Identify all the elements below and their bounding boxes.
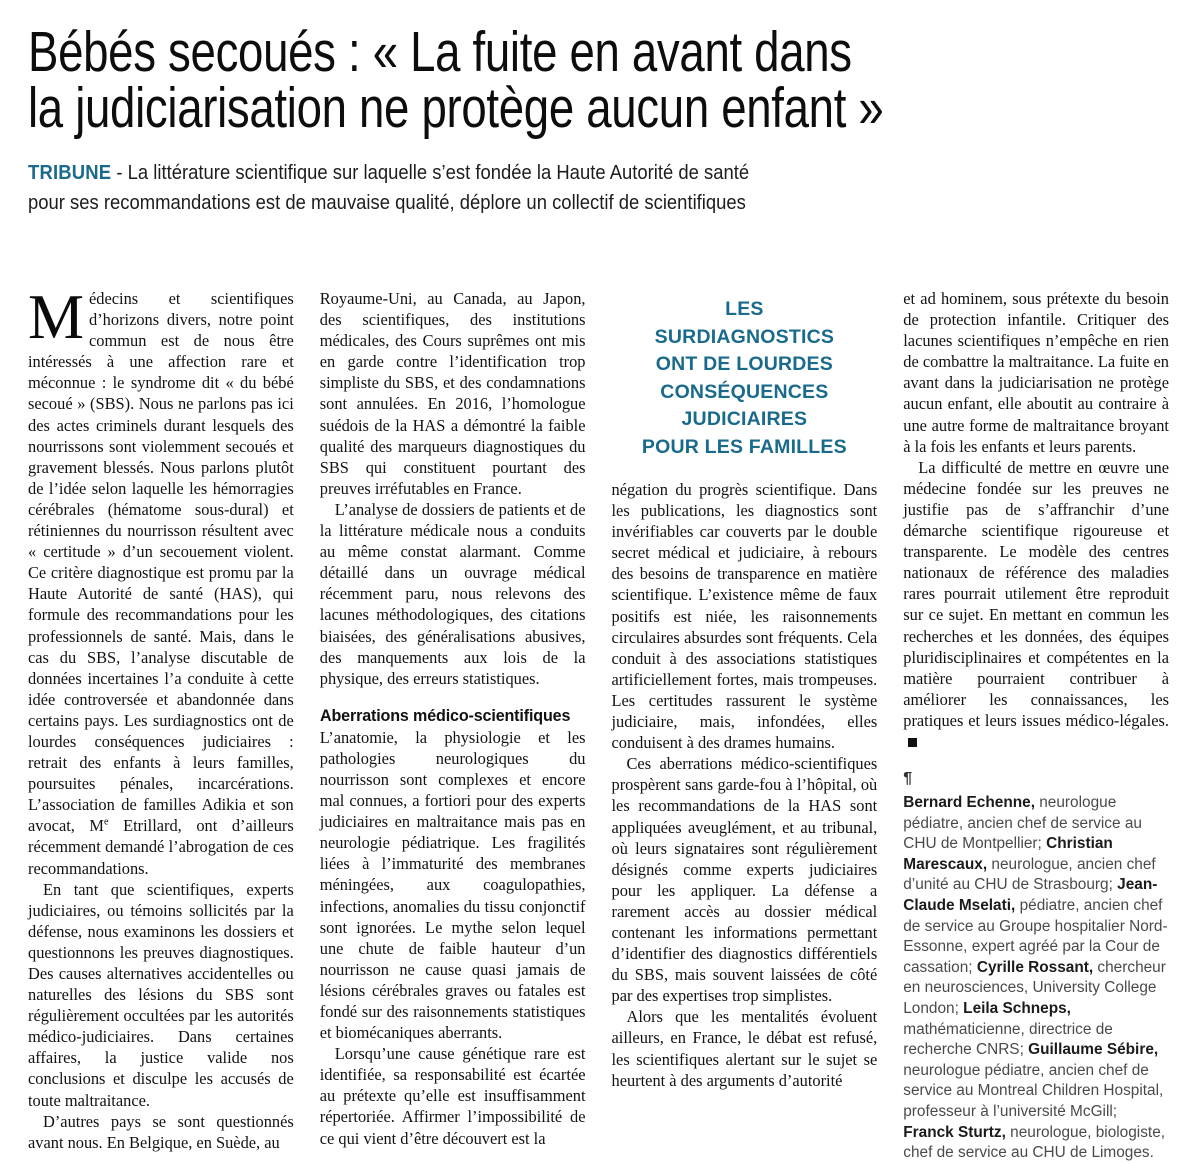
paragraph-text-tail: Etrillard, ont d’ailleurs récemment demandé l’abrogation de ces recommandations. <box>28 816 294 878</box>
paragraph: L’anatomie, la physiologie et les pathologies neurologiques du nourrisson sont complexes et encore mal connues, a fortiori pour des experts judiciaires en maltraitance mais pas en neurologie pédiatrique. Les fragilités liées à l’immaturité des membranes méningées, aux coagulopathies, infections, anomalies du tissu conjonctif sont ignorées. Le mythe selon lequel une chute de faible hauteur d’un nourrisson ne cause quasi jamais de lésions cérébrales graves ou fatales est fondé sur des raisonnements statistiques et biomécaniques aberrants. <box>319 727 586 1043</box>
paragraph <box>903 457 1169 752</box>
headline-line-2: la judiciarisation ne protège aucun enfant » <box>28 76 884 140</box>
standfirst-line-1 <box>28 158 1168 188</box>
paragraph <box>28 282 294 879</box>
ordinal-suffix: e <box>104 816 109 828</box>
paragraph: L’analyse de dossiers de patients et de la littérature médicale nous a conduits au même constat alarmant. Comme détaillé dans un ouvrage médical récemment paru, nous relevons des lacunes méthodologiques, des citations biaisées, des généralisations abusives, des manquements aux lois de la physique, des erreurs statistiques. <box>319 499 586 688</box>
author-name: Guillaume Sébire, <box>1028 1041 1159 1059</box>
signature-block <box>903 772 1169 1164</box>
paragraph: Lorsqu’une cause génétique rare est identifiée, sa responsabilité est écartée au prétexte qu’elle est insuffisamment répertoriée. Affirmer l’impossibilité de ce qui vient d’être découvert est la <box>319 1044 586 1148</box>
paragraph: et ad hominem, sous prétexte du besoin de protection infantile. Critiquer des lacunes scientifiques n’empêche en rien de combattre la maltraitance. La fuite en avant dans la judiciarisation ne protège aucun enfant, elle aboutit au contraire à une autre forme de maltraitance broyant à la fois les enfants et leurs parents. <box>903 289 1169 456</box>
kicker-tribune: TRIBUNE <box>28 161 112 184</box>
pull-quote <box>612 296 878 479</box>
pull-quote-line-1: LES <box>725 298 764 320</box>
page-title <box>28 0 1169 140</box>
author-name: Leila Schneps, <box>963 1000 1071 1017</box>
author-name: Jean-Claude Mselati, <box>903 876 1158 915</box>
paragraph: Royaume-Uni, au Canada, au Japon, des scientifiques, des institutions médicales, des Cours suprêmes ont mis en garde contre l’identification trop simpliste du SBS, et des condamnations sont annulées. En 2016, l’homologue suédois de la HAS a démontré la faible qualité des marqueurs diagnostiques du SBS qui constituent pourtant des preuves irréfutables en France. <box>319 289 586 498</box>
column-4 <box>903 288 1169 1164</box>
pull-quote-line-2: SURDIAGNOSTICS <box>654 325 835 348</box>
paragraph-text: édecins et scientifiques d’horizons divers, notre point commun est de nous être intéressés à une affection rare et méconnue : le syndrome dit « du bébé secoué » (SBS). Nous ne parlons pas ici des actes criminels durant lesquels des nourrissons sont violemment secoués et gravement blessés. Nous parlons plutôt de l’idée selon laquelle les hémorragies cérébrales (hématome sous-dural) et rétiniennes du nourrisson résultent avec « certitude » d’un secouement violent. Ce critère diagnostique est promu par la Haute Autorité de santé (HAS), qui formule des recommandations pour les professionnels de santé. Mais, dans le cas du SBS, l’analyse discutable de données incertaines l’a conduite à cette idée controversée et abandonnée dans certains pays. Les surdiagnostics ont de lourdes conséquences judiciaires : retrait des enfants à leurs familles, poursuites pénales, incarcérations. L’association de familles Adikia et son avocat, M <box>28 289 294 836</box>
column-3 <box>612 288 878 1164</box>
paragraph: Ces aberrations médico-scientifiques prospèrent sans garde-fou à l’hôpital, où les recommandations de la HAS sont appliquées aveuglément, et au tribunal, où leurs signataires sont régulièrement désignés comme experts judiciaires pour les appliquer. La défense a rarement accès au dossier médical contenant les informations permettant d’identifier des diagnostics différentiels du SBS, mais souvent laissées de côté par des expertises trop simplistes. <box>611 754 878 1006</box>
author-name: Bernard Echenne, <box>903 794 1035 812</box>
paragraph: D’autres pays se sont questionnés avant nous. En Belgique, en Suède, au <box>28 1111 294 1152</box>
author-role: neurologue pédiatre, ancien chef de service au Montreal Children Hospital, professeur à l’université McGill; <box>903 1061 1164 1120</box>
headline-line-1: Bébés secoués : « La fuite en avant dans <box>28 20 852 84</box>
standfirst-text-1: - La littérature scientifique sur laquelle s’est fondée la Haute Autorité de santé <box>111 161 750 184</box>
pull-quote-line-5: JUDICIAIRES <box>681 408 808 430</box>
end-mark-square-icon <box>908 738 917 747</box>
paragraph: Alors que les mentalités évoluent ailleurs, en France, le débat est refusé, les scientifiques alertant sur le sujet se heurtent à des arguments d’autorité <box>611 1007 878 1090</box>
drop-cap: M <box>28 282 85 352</box>
paragraph: En tant que scientifiques, experts judiciaires, ou témoins sollicités par la défense, nous examinons les dossiers et questionnons les preuves diagnostiques. Des causes alternatives accidentelles ou naturelles des lésions du SBS sont régulièrement occultées par les autorités médico-judiciaires. Dans certaines affaires, la justice valide nos conclusions et disculpe les accusés de toute maltraitance. <box>28 879 294 1110</box>
paragraph-text: La difficulté de mettre en œuvre une médecine fondée sur les preuves ne justifie pas de s’affranchir d’une démarche scientifique rigoureuse et transparente. Le modèle des centres nationaux de référence des maladies rares pourrait utilement être reproduit sur ce sujet. En mettant en commun les recherches et les données, des équipes pluridisciplinaires et compétentes en la matière pourraient contribuer à améliorer les connaissances, les pratiques et leurs issues médico-légales. <box>903 457 1169 730</box>
author-role: mathématicienne, directrice de recherche CNRS; <box>903 1020 1113 1059</box>
column-2 <box>320 288 586 1164</box>
pull-quote-line-6: POUR LES FAMILLES <box>641 435 847 458</box>
pull-quote-line-3: ONT DE LOURDES <box>655 353 833 375</box>
author-name: Christian Marescaux, <box>903 835 1113 873</box>
author-role: neurologue, biologiste, chef de service au CHU de Limoges. <box>903 1123 1166 1162</box>
standfirst-line-2: pour ses recommandations est de mauvaise qualité, déplore un collectif de scientifiques <box>28 191 746 214</box>
author-name: Franck Sturtz, <box>903 1123 1006 1141</box>
author-role: neurologue, ancien chef d’unité au CHU de Strasbourg; <box>903 855 1156 894</box>
column-1 <box>28 282 294 1164</box>
author-role: chercheur en neurosciences, University College London; <box>903 958 1166 1017</box>
paragraph: négation du progrès scientifique. Dans les publications, les diagnostics sont invérifiables car couverts par le double secret médical et judiciaire, à rebours des besoins de transparence en matière scientifique. L’existence même de faux positifs est niée, les raisonnements circulaires absurdes sont fréquents. Cela conduit à des associations statistiques artificiellement fortes, mais trompeuses. Les certitudes rassurent le système judiciaire, mais, infondées, elles conduisent à des drames humains. <box>611 480 878 753</box>
article-columns <box>28 282 1169 1162</box>
section-subhead: Aberrations médico-scientifiques <box>319 705 571 725</box>
standfirst <box>28 158 1168 218</box>
pilcrow-icon: ¶ <box>903 770 913 788</box>
author-role: pédiatre, ancien chef de service au Groupe hospitalier Nord-Essonne, expert agréé par la Cour de cassation; <box>903 897 1168 976</box>
author-list <box>903 793 1169 1164</box>
pull-quote-line-4: CONSÉQUENCES <box>660 380 829 403</box>
author-name: Cyrille Rossant, <box>976 958 1094 976</box>
author-role: neurologue pédiatre, ancien chef de service au CHU de Montpellier; <box>903 794 1142 853</box>
